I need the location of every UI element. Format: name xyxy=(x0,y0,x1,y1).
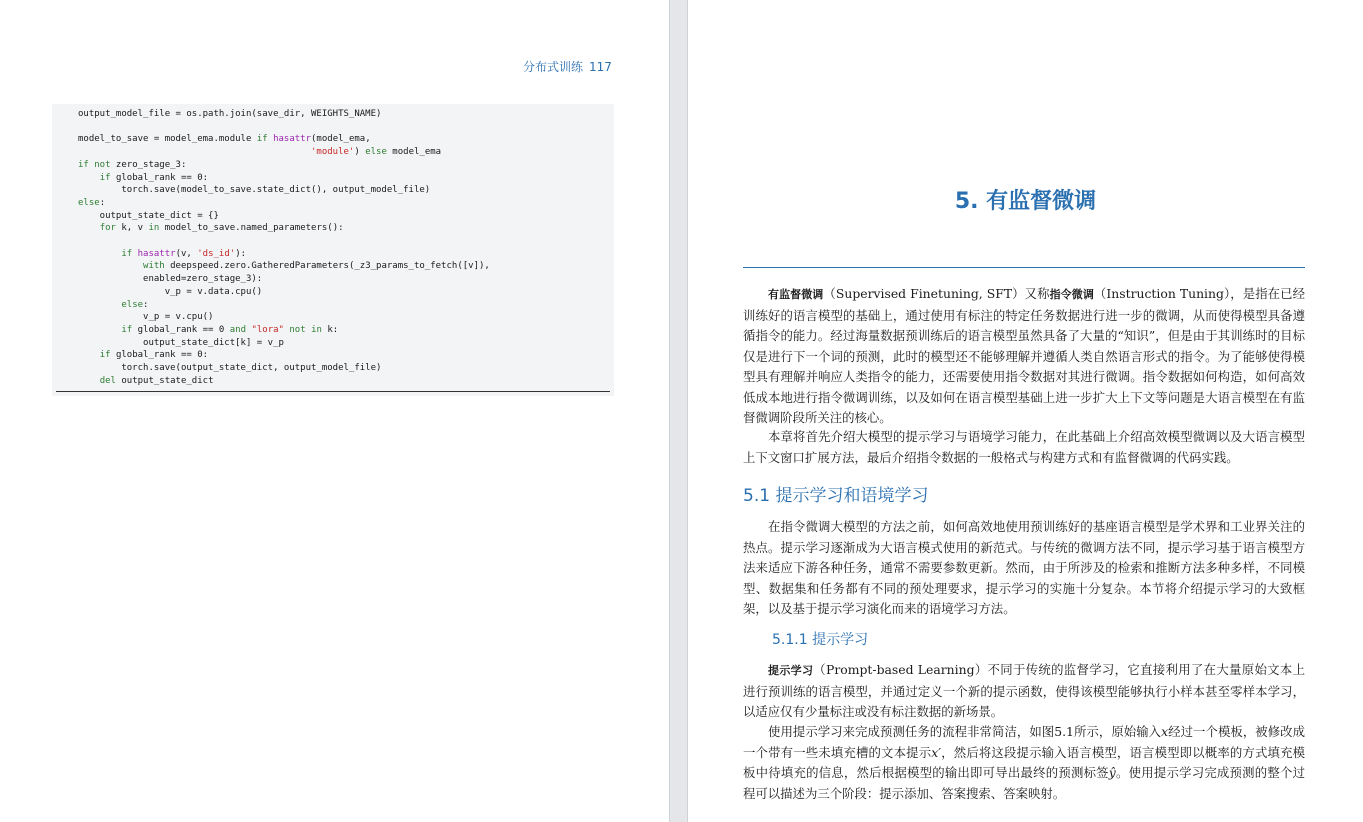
section-paragraph-1: 在指令微调大模型的方法之前，如何高效地使用预训练好的基座语言模型是学术界和工业界关注的热点。提示学习逐渐成为大语言模式使用的新范式。与传统的微调方法不同，提示学习基于语言模型方法来适应下游各种任务，通常不需要参数更新。然而，由于所涉及的检索和推断方法多种多样，不同模型、数据集和任务都有不同的预处理要求，提示学习的实施十分复杂。本节将介绍提示学习的大致框架，以及基于提示学习演化而来的语境学习方法。 xyxy=(743,519,1305,616)
code-line: output_state_dict[k] = v_p xyxy=(78,337,284,348)
math-y-hat: ŷ xyxy=(1108,765,1116,780)
chapter-rule xyxy=(743,267,1305,268)
subsection-paragraph-1: 提示学习（Prompt-based Learning）不同于传统的监督学习，它直接利用了在大量原始文本上进行预训练的语言模型，并通过定义一个新的提示函数，使得该模型能够执行小样本甚至零样本学习，以适应仅有少量标注或没有标注数据的新场景。 xyxy=(743,662,1305,719)
running-header xyxy=(523,58,612,75)
code-bottom-rule xyxy=(56,391,610,393)
code-line: output_model_file = os.path.join(save_dir, WEIGHTS_NAME) xyxy=(78,109,382,119)
subsection-paragraph-2: 使用提示学习来完成预测任务的流程非常简洁，如图5.1所示，原始输入x经过一个模板，被修改成一个带有一些未填充槽的文本提示x′，然后将这段提示输入语言模型，语言模型即以概率的方式填充模板中待填充的信息，然后根据模型的输出即可导出最终的预测标签ŷ。使用提示学习完成预测的整个过程可以描述为三个阶段：提示添加、答案搜索、答案映射。 xyxy=(743,724,1306,801)
code-line: v_p = v.cpu() xyxy=(78,312,214,323)
code-block xyxy=(78,108,490,387)
math-x: x xyxy=(1161,724,1169,739)
code-line: enabled=zero_stage_3): xyxy=(78,274,263,285)
code-line: model_to_save = model_ema.module if hasattr(model_ema, xyxy=(78,134,371,145)
code-line: v_p = v.data.cpu() xyxy=(78,286,263,297)
term-instruction-tuning: 指令微调 xyxy=(1049,288,1094,301)
code-line: torch.save(output_state_dict, output_model_file) xyxy=(78,363,382,374)
code-line: output_state_dict = {} xyxy=(78,210,219,221)
intro-paragraph-2: 本章将首先介绍大模型的提示学习与语境学习能力，在此基础上介绍高效模型微调以及大语言模型上下文窗口扩展方法，最后介绍指令数据的一般格式与构建方式和有监督微调的代码实践。 xyxy=(743,429,1305,465)
code-listing xyxy=(52,104,614,396)
code-line: for k, v in model_to_save.named_parameters(): xyxy=(99,223,344,234)
code-line: with deepspeed.zero.GatheredParameters(_z3_params_to_fetch([v]), xyxy=(143,261,490,272)
term-prompt-learning: 提示学习 xyxy=(768,664,814,677)
chapter-title: 5. 有监督微调 xyxy=(954,189,1097,214)
subsection-title: 5.1.1 提示学习 xyxy=(772,632,869,648)
intro-paragraph-1: 有监督微调（Supervised Finetuning, SFT）又称指令微调（Instruction Tuning），是指在已经训练好的语言模型的基础上，通过使用有标注的特定任务数据进行进一步的微调，从而使得模型具备遵循指令的能力。经过海量数据预训练后的语言模型虽然具备了大量的“知识”，但是由于其训练时的目标仅是进行下一个词的预测，此时的模型还不能够理解并遵循人类自然语言形式的指令。为了能够使得模型具有理解并响应人类指令的能力，还需要使用指令数据对其进行微调。指令数据如何构造，如何高效低成本地进行指令微调训练，以及如何在语言模型基础上进一步扩大上下文等问题是大语言模型在有监督微调阶段所关注的核心。 xyxy=(743,286,1305,425)
math-x-prime: x′ xyxy=(931,744,942,760)
right-page xyxy=(688,0,1363,822)
code-line: if global_rank == 0 and "lora" not in k: xyxy=(121,324,339,335)
page-gap xyxy=(669,0,688,822)
page-number: 117 xyxy=(589,60,612,74)
code-line: if global_rank == 0: xyxy=(99,350,209,361)
section-title: 5.1 提示学习和语境学习 xyxy=(743,486,929,506)
code-line: if hasattr(v, 'ds_id'): xyxy=(121,248,247,259)
term-sft: 有监督微调 xyxy=(768,288,824,301)
code-line: if global_rank == 0: xyxy=(99,172,209,183)
code-line: if not zero_stage_3: xyxy=(78,159,187,170)
code-line: del output_state_dict xyxy=(99,375,214,386)
code-line: else: xyxy=(78,197,106,208)
code-line: else: xyxy=(121,299,149,310)
left-page xyxy=(0,0,669,822)
code-line: 'module') else model_ema xyxy=(311,147,442,158)
code-line: torch.save(model_to_save.state_dict(), output_model_file) xyxy=(78,185,431,196)
running-header-title: 分布式训练 xyxy=(523,60,584,74)
